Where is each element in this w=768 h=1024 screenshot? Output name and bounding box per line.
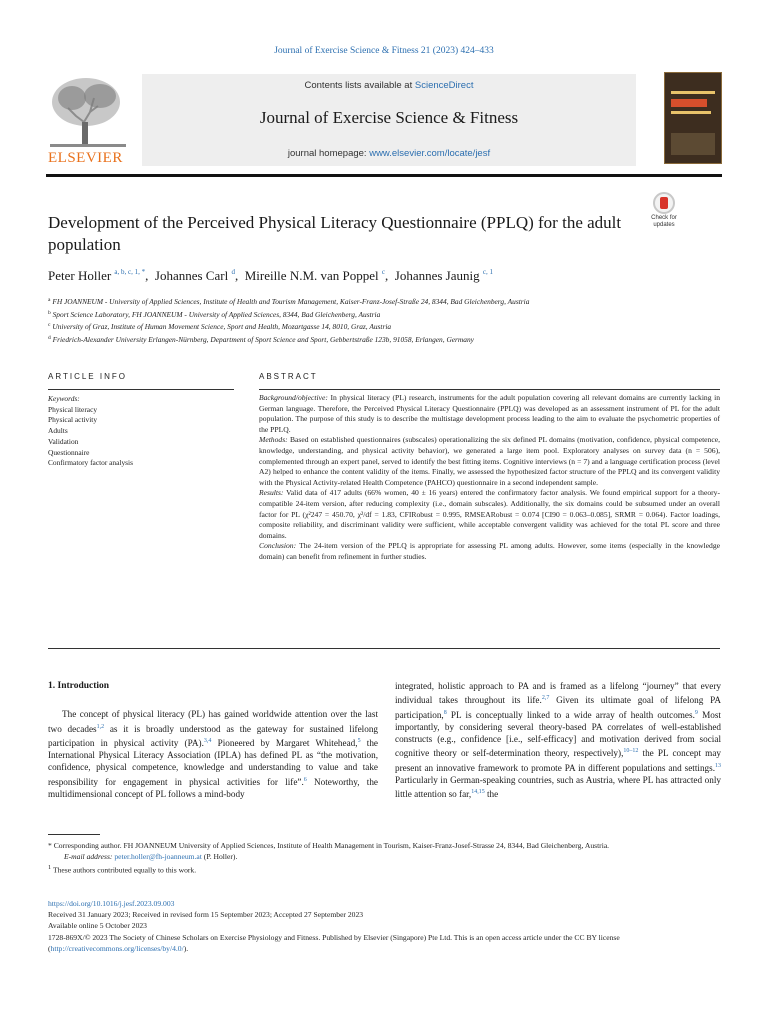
keyword-item: Physical literacy [48,404,98,414]
check-updates-label: Check for updates [651,215,677,228]
section-heading-introduction: 1. Introduction [48,681,110,691]
available-online-date: Available online 5 October 2023 [48,921,147,931]
author-affil-sup[interactable]: d [231,268,235,276]
equal-contribution-note: $^1$ These authors contributed equally to this work. [48,864,197,875]
abstract-body [259,393,720,563]
reference-link[interactable]: 13 [715,762,721,769]
copyright-notice: 1728-869X/© 2023 The Society of Chinese Scholars on Exercise Physiology and Fitness. Published by Elsevier (Singapore) Pte Ltd. This is an open access article under the CC BY license (http://creativecommons.org/licenses/by/4.0/). [48,932,620,953]
affiliations [48,295,728,345]
check-for-updates-button[interactable] [646,192,682,230]
author-name: Mireille N.M. van Poppel [244,268,379,283]
intro-paragraph: The concept of physical literacy (PL) has gained worldwide attention over the last two decades$^{1,2}$ as it is broadly understood as the gateway for sustained lifelong participation in physical activity (PA).$^{3,4}$ Pioneered by Margaret Whitehead,$^5$ the International Physical Literacy Association (IPLA) has defined PL as “the motivation, confidence, physical competence, knowledge and understanding to value and take responsibility for engagement in physical activities for life”.$^6$ Noteworthy, the multidimensional concept of PL follows a mind-body [48,709,379,800]
contents-prefix: Contents lists available at [304,80,415,91]
keyword-item: Validation [48,436,79,446]
journal-citation[interactable]: Journal of Exercise Science & Fitness 21 (2023) 424–433 [274,46,494,56]
author-list: Peter Holler $^{a, b, c, 1, *}$, Johannes Carl $^d$, Mireille N.M. van Poppel $^c$, Johannes Jaunig $^{c, 1}$ [48,268,493,283]
homepage-line [142,148,636,159]
banner-center-panel [142,74,636,166]
abstract-background: Background/objective: In physical literacy (PL) research, instruments for the adult population covering all relevant domains are currently lacking in German language. Therefore, the Perceived Physical Literacy Questionnaire (PPLQ) was developed as an assessment instrument of PL for the adult population. The purpose of this study is to describe the multistage development process leading to the aim to evaluate the psychometric properties of the PPLQ. [259,393,720,434]
journal-title: Journal of Exercise Science & Fitness [259,108,519,127]
article-info-header: ARTICLE INFO [48,372,234,390]
footnote-divider [48,834,100,835]
affiliation-item: $^c$ University of Graz, Institute of Human Movement Science, Sport and Health, Mozartgasse 14, 8010, Graz, Austria [48,322,392,331]
reference-link[interactable]: 8 [443,709,447,716]
abstract-divider [48,648,720,649]
abstract-section [259,372,720,563]
license-link[interactable]: http://creativecommons.org/licenses/by/4.0/ [50,943,184,953]
keywords-list [48,394,234,469]
author-name: Johannes Jaunig [394,268,480,283]
received-dates: Received 31 January 2023; Received in revised form 15 September 2023; Accepted 27 September 2023 [48,910,364,920]
keyword-item: Confirmatory factor analysis [48,458,133,468]
publication-metadata [48,898,720,954]
header-divider [46,174,722,177]
author-affil-sup[interactable]: c [381,268,386,276]
homepage-prefix: journal homepage: [287,148,370,159]
reference-link[interactable]: 3,4 [203,737,212,744]
keyword-item: Physical activity [48,415,98,425]
footnotes [48,840,720,876]
reference-link[interactable]: 9 [694,709,698,716]
article-info-section [48,372,234,469]
author-name: Johannes Carl [154,268,229,283]
reference-link[interactable]: 2,7 [541,695,550,702]
affiliation-item: $^d$ Friedrich-Alexander University Erlangen-Nürnberg, Department of Sport Science and Sport, Gebbertstraße 123b, 91058, Erlangen, Germany [48,334,474,344]
reference-link[interactable]: 10–12 [623,748,639,755]
abstract-conclusion: Conclusion: The 24-item version of the PPLQ is appropriate for assessing PL among adults. However, some items (especially in the knowledge domain) can benefit from refinement in further studies. [259,541,720,561]
author-name: Peter Holler [48,268,112,283]
reference-link[interactable]: 14,15 [471,789,485,796]
body-column-left [48,680,378,800]
journal-banner [46,72,722,172]
affiliation-item: $^a$ FH JOANNEUM - University of Applied Sciences, Institute of Health and Tourism Management, Kaiser-Franz-Josef-Straße 24, 8344, Bad Gleichenberg, Austria [48,297,530,306]
author-email-link[interactable]: peter.holler@fh-joanneum.at [114,852,202,861]
intro-paragraph-continued: integrated, holistic approach to PA and is framed as a lifelong “journey” that every individual takes throughout its life.$^{2,7}$ Given its ultimate goal of lifelong PA participation,$^8$ PL is conceptually linked to a wide array of health outcomes.$^9$ Most importantly, by considering several theory-based PA correlates of well-established constructs (e.g., confidence [i.e., self-efficacy] and motivation derived from social cognitive theory or self-determination theory, respectively),$^{10-12}$ the PL concept may present an innovative framework to promote PA in different populations and settings.$^{13}$ Particularly in German-speaking countries, such as Austria, where PL has attracted only little attention so far,$^{14,15}$ the [395,681,721,800]
keyword-item: Adults [48,426,68,436]
keywords-label: Keywords: [48,394,80,403]
doi-link[interactable]: https://doi.org/10.1016/j.jesf.2023.09.003 [48,899,175,908]
author-affil-sup[interactable]: a, b, c, 1, * [114,268,146,276]
elsevier-wordmark: ELSEVIER [48,150,123,166]
journal-homepage-link[interactable]: www.elsevier.com/locate/jesf [369,148,491,159]
corresponding-author-note: * Corresponding author. FH JOANNEUM University of Applied Sciences, Institute of Health Management in Tourism, Kaiser-Franz-Josef-Strasse 24, 8344, Bad Gleichenberg, Austria. [48,841,610,850]
body-column-right [395,680,721,801]
keyword-item: Questionnaire [48,447,90,457]
reference-link[interactable]: 5 [357,737,361,744]
check-updates-icon [653,192,675,214]
contents-line [142,80,636,91]
abstract-methods: Methods: Based on established questionnaires (subscales) operationalizing the six defined PL domains (motivation, confidence, physical competence, knowledge, understanding, and physical activity behavior), we generated a large item pool. Exploratory analyses on survey data (n = 506), complemented through an expert panel, served to identify the best fitting items. Cognitive interviews (n = 7) and a language certification process (level A2) helped to enhance the content validity of the items. Finally, we assessed the hypothesized factor structure of the PPLQ and its convergent validity with the Physical Activity-related Health Competence (PAHCO) questionnaire in a second independent sample. [259,435,720,487]
author-affil-sup[interactable]: c, 1 [482,268,493,276]
reference-link[interactable]: 1,2 [96,723,105,730]
abstract-header: ABSTRACT [259,372,720,390]
reference-link[interactable]: 6 [303,776,307,783]
abstract-results: Results: Valid data of 417 adults (66% women, 40 ± 16 years) entered the confirmatory factor analysis. We found empirical support for a theory-compatible 24-item version, after reducing complexity (i.e., domain subscales). Additionally, the six domains could be subsumed under an overall factor for PL (χ²247 = 450.70, χ²/df = 1.83, CFIRobust = 0.995, RMSEARobust = 0.074 [CI90 = 0.063–0.085], SRMR = 0.064). Factor loadings, composite reliability, and discriminant validity were sufficient, while acceptable convergent validity was achieved for the total PL score and three domains. [259,488,720,540]
email-note: E-mail address: peter.holler@fh-joanneum.at (P. Holler). [64,852,238,861]
affiliation-item: $^b$ Sport Science Laboratory, FH JOANNEUM - University of Applied Sciences, 8344, Bad Gleichenberg, Austria [48,309,381,319]
sciencedirect-link[interactable]: ScienceDirect [414,80,474,91]
journal-cover-thumbnail[interactable] [664,72,722,164]
article-title: Development of the Perceived Physical Literacy Questionnaire (PPLQ) for the adult population [48,213,622,254]
